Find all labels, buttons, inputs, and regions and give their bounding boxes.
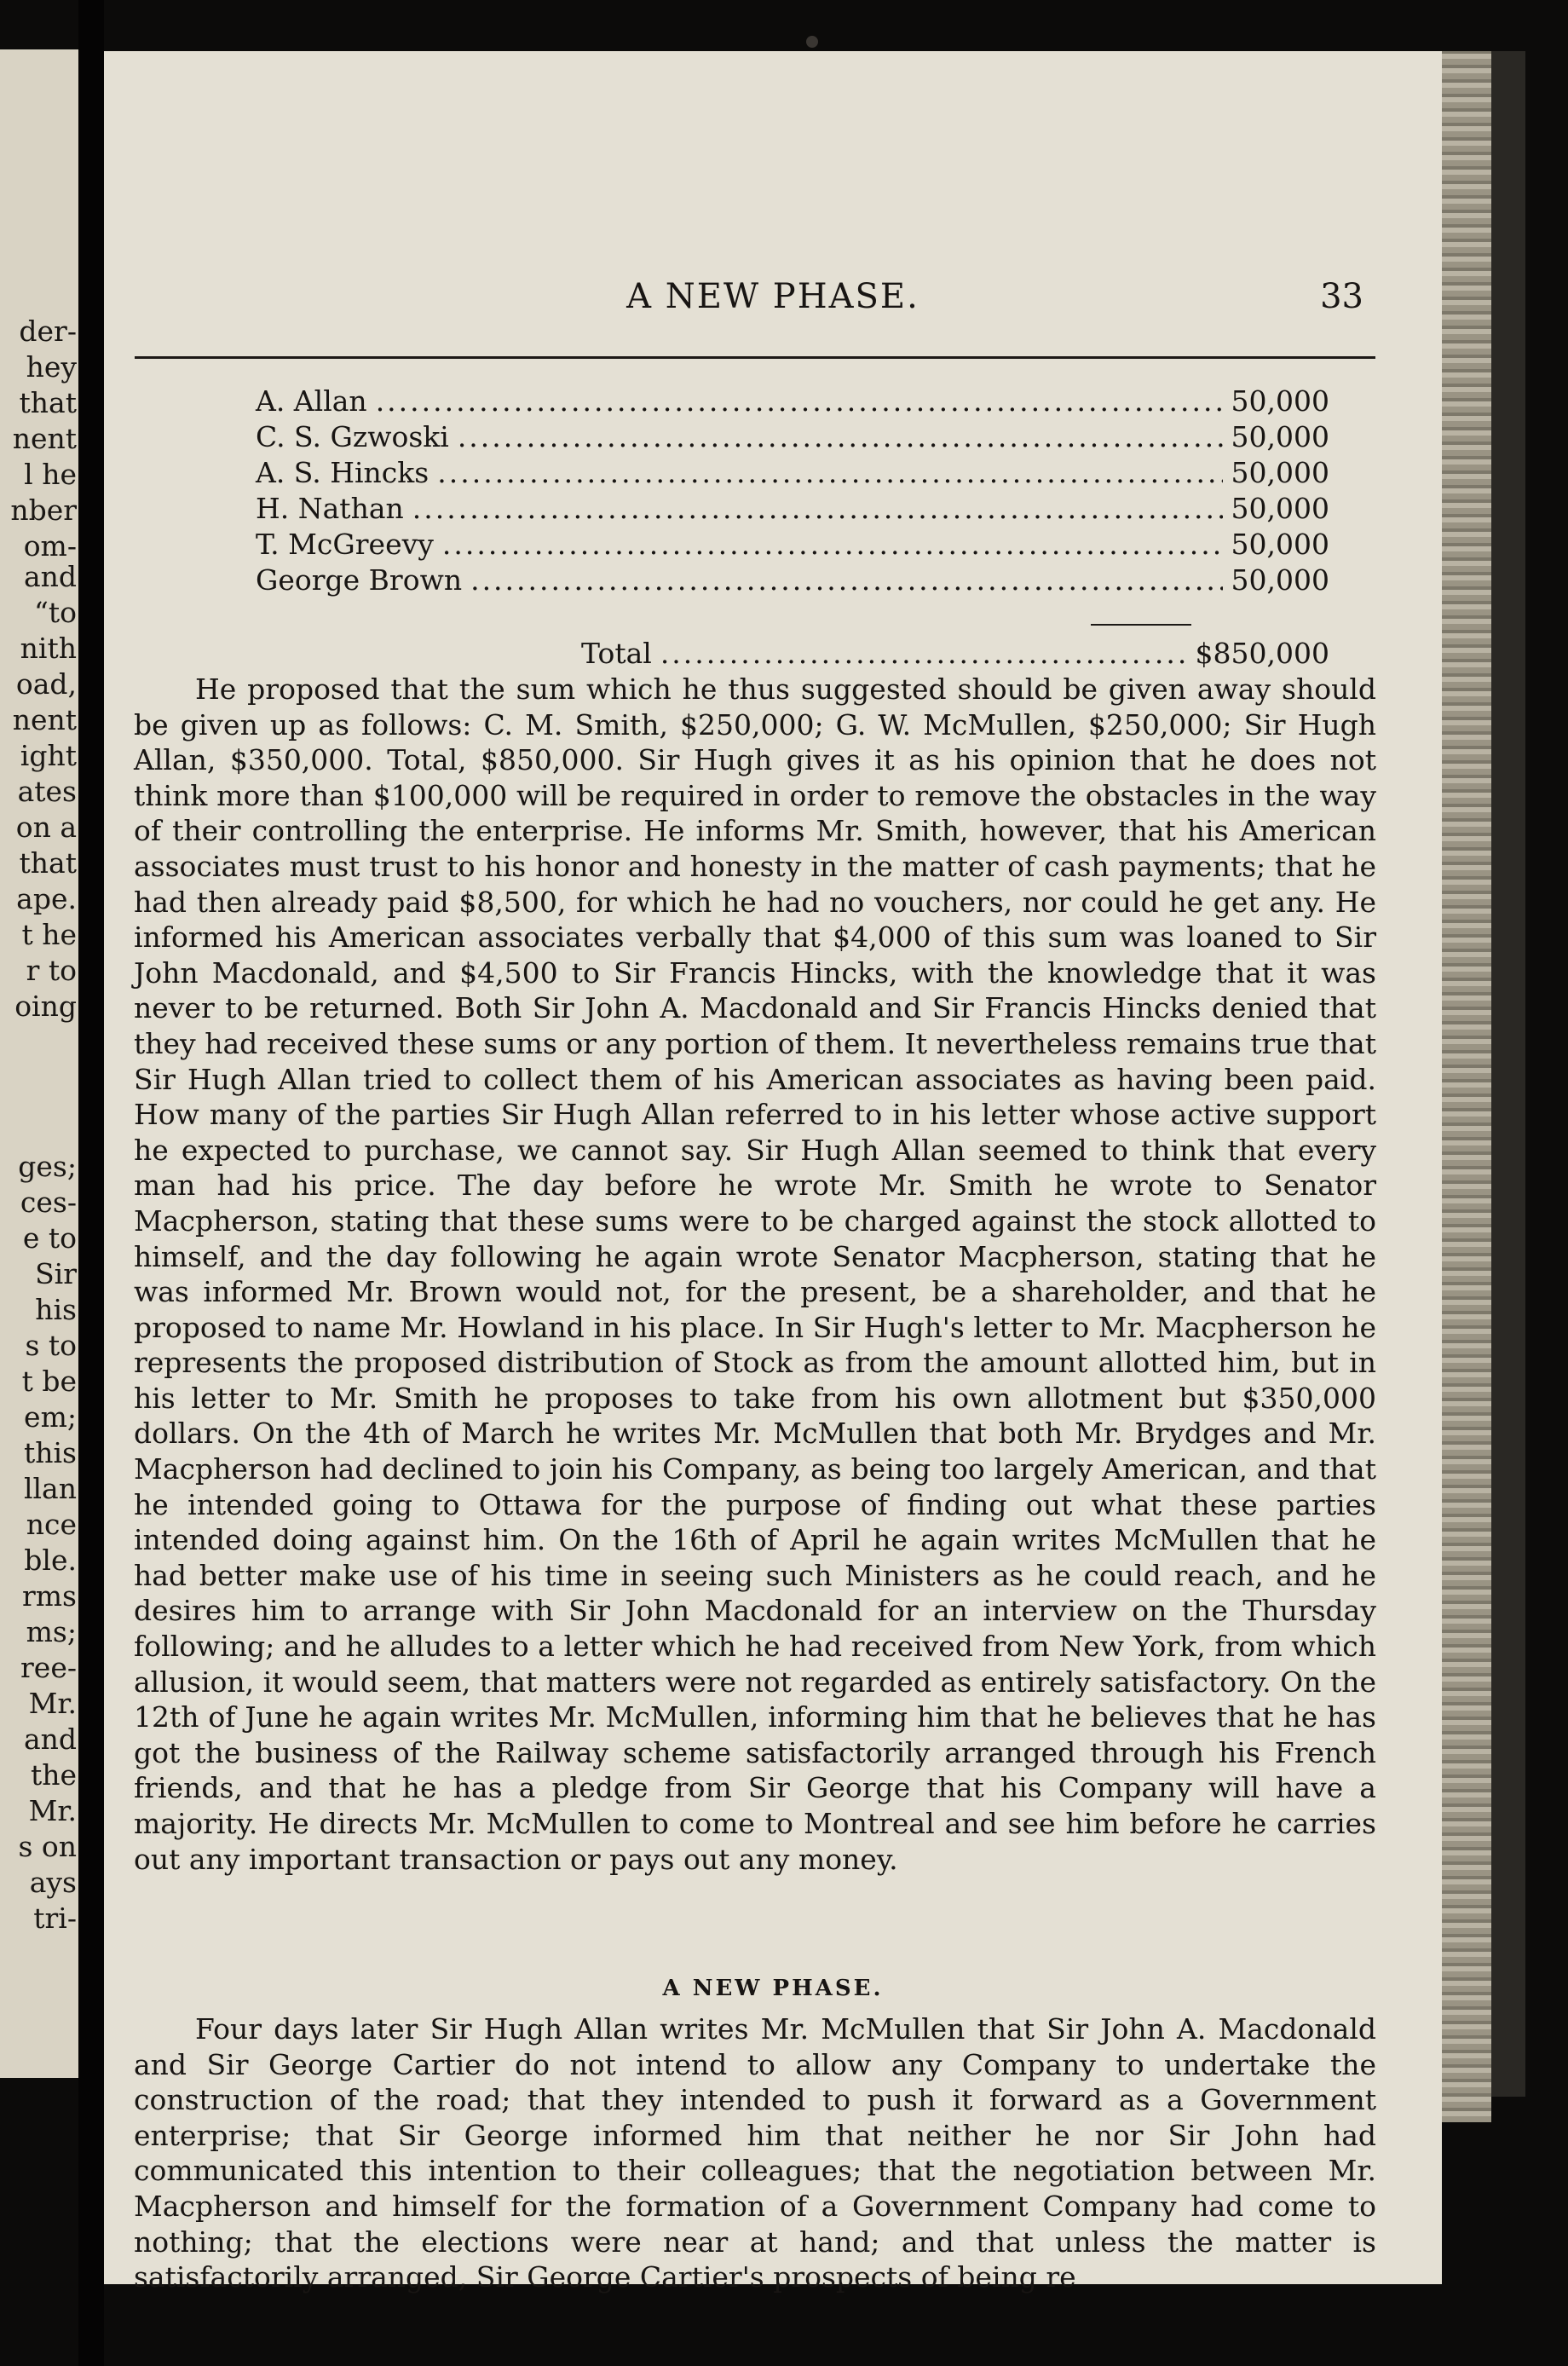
left-page-text-fragment: ges; <box>18 1150 77 1183</box>
left-page-text-fragment: nent <box>12 703 77 736</box>
header-rule <box>135 356 1375 359</box>
sum-rule <box>1091 624 1191 626</box>
total-amount: $850,000 <box>1195 637 1329 670</box>
left-page-text-fragment: this <box>23 1436 77 1469</box>
left-page-text-fragment: that <box>19 386 77 419</box>
body-paragraph: Four days later Sir Hugh Allan writes Mr. McMullen that Sir John A. Macdonald and Sir George Cartier do not intend to allow any Company to undertake the construction of the road; that they intended to push it forward as a Government enterprise; that Sir George informed him that neither he nor Sir John had communicated this intention to their colleagues; that the negotiation between Mr. Macpherson and himself for the formation of a Government Company had come to nothing; that the elections were near at hand; and that unless the matter is satisfactorily arranged, Sir George Cartier's prospects of being re <box>134 2012 1376 2294</box>
subscription-amount: 50,000 <box>1231 528 1329 561</box>
left-page-text-fragment: Sir <box>35 1257 77 1290</box>
leader-dots <box>470 563 1222 598</box>
left-page-text-fragment: and <box>23 1723 77 1756</box>
left-page-text-fragment: ree- <box>20 1651 77 1684</box>
subscription-amount: 50,000 <box>1231 492 1329 525</box>
left-page-text-fragment: nber <box>10 493 77 527</box>
ink-spot-mark <box>806 36 818 48</box>
worn-page-edge <box>1442 51 1491 2122</box>
page-stack-edge <box>1491 51 1525 2097</box>
subscription-row <box>256 491 1329 527</box>
left-page-text-fragment: s to <box>25 1329 77 1362</box>
subscription-amount: 50,000 <box>1231 563 1329 597</box>
left-page-text-fragment: r to <box>26 954 77 987</box>
leader-dots <box>442 527 1223 563</box>
left-page-text-fragment: t he <box>21 918 77 951</box>
subscription-amount: 50,000 <box>1231 384 1329 418</box>
leader-dots <box>660 636 1187 672</box>
left-page-text-fragment: on a <box>15 811 77 844</box>
leader-dots <box>437 455 1222 491</box>
left-page-text-fragment: rms <box>21 1579 77 1613</box>
total-label: Total <box>581 637 652 670</box>
left-page-text-fragment: ms; <box>26 1615 77 1648</box>
left-page-text-fragment: em; <box>24 1400 77 1434</box>
left-page-text-fragment: that <box>19 846 77 880</box>
left-page-text-fragment: llan <box>23 1472 77 1505</box>
section-heading: A NEW PHASE. <box>662 1976 884 2001</box>
left-page-text-fragment: om- <box>23 529 77 563</box>
left-page-text-fragment: oing <box>14 990 77 1023</box>
left-page-text-fragment: nith <box>20 632 77 665</box>
adjacent-page-fragment <box>0 49 78 2078</box>
left-page-text-fragment: ces- <box>20 1186 77 1219</box>
left-page-text-fragment: and <box>23 560 77 593</box>
left-page-text-fragment: “to <box>34 596 77 629</box>
subscriber-name: A. S. Hincks <box>256 456 429 489</box>
subscription-row <box>256 419 1329 455</box>
left-page-text-fragment: der- <box>19 315 77 348</box>
subscription-row <box>256 563 1329 598</box>
running-title: A NEW PHASE. <box>626 277 919 316</box>
subscription-row <box>256 455 1329 491</box>
subscription-amount: 50,000 <box>1231 456 1329 489</box>
subscriber-name: A. Allan <box>256 384 367 418</box>
subscriber-name: George Brown <box>256 563 463 597</box>
subscription-row <box>256 527 1329 563</box>
total-row <box>581 636 1329 672</box>
left-page-text-fragment: s on <box>18 1830 77 1863</box>
body-paragraph: He proposed that the sum which he thus suggested should be given away should be given up as follows: C. M. Smith, $250,000; G. W. McMullen, $250,000; Sir Hugh Allan, $350,000. Total, $850,000. Sir Hugh gives it as his opinion that he does not think more than $100,000 will be required in order to remove the obstacles in the way of their controlling the enterprise. He informs Mr. Smith, however, that his American associates must trust to his honor and honesty in the matter of cash payments; that he had then already paid $8,500, for which he had no vouchers, nor could he get any. He informed his American associates verbally that $4,000 of this sum was loaned to Sir John Macdonald, and $4,500 to Sir Francis Hincks, with the knowledge that it was never to be returned. Both Sir John A. Macdonald and Sir Francis Hincks denied that they had received these sums or any portion of them. It nevertheless remains true that Sir Hugh Allan tried to collect them of his American associates as having been paid. How many of the parties Sir Hugh Allan referred to in his letter whose active support he expected to purchase, we cannot say. Sir Hugh Allan seemed to think that every man had his price. The day before he wrote Mr. Smith he wrote to Senator Macpherson, stating that these sums were to be charged against the stock allotted to himself, and the day following he again wrote Senator Macpherson, stating that he was informed Mr. Brown would not, for the present, be a shareholder, and that he proposed to name Mr. Howland in his place. In Sir Hugh's letter to Mr. Macpherson he represents the proposed distribution of Stock as from the amount allotted him, but in his letter to Mr. Smith he proposes to take from his own allotment but $350,000 dollars. On the 4th of March he writes Mr. McMullen that both Mr. Brydges and Mr. Macpherson had declined to join his Company, as being too largely American, and that he intended going to Ottawa for the purpose of finding out what these parties intended doing against him. On the 16th of April he again writes McMullen that he had better make use of his time in seeing such Ministers as he could reach, and he desires him to arrange with Sir John Macdonald for an interview on the Thursday following; and he alludes to a letter which he had received from New York, from which allusion, it would seem, that matters were not regarded as entirely satisfactory. On the 12th of June he again writes Mr. McMullen, informing him that he believes that he has got the business of the Railway scheme satisfactorily arranged through his French friends, and that he has a pledge from Sir George that his Company will have a majority. He directs Mr. McMullen to come to Montreal and see him before he carries out any important transaction or pays out any money. <box>134 672 1376 1876</box>
leader-dots <box>412 491 1223 527</box>
left-page-text-fragment: nent <box>12 422 77 455</box>
left-page-text-fragment: ates <box>17 775 77 808</box>
leader-dots <box>458 419 1223 455</box>
left-page-text-fragment: hey <box>26 350 77 384</box>
left-page-text-fragment: his <box>35 1293 77 1326</box>
subscriber-name: C. S. Gzwoski <box>256 420 449 453</box>
left-page-text-fragment: ape. <box>16 882 77 915</box>
subscriber-name: H. Nathan <box>256 492 404 525</box>
book-page <box>104 51 1442 2294</box>
left-page-text-fragment: the <box>30 1758 77 1792</box>
binding-gutter <box>78 0 104 2366</box>
left-page-text-fragment: Mr. <box>28 1794 77 1827</box>
left-page-text-fragment: Mr. <box>28 1687 77 1720</box>
page-number: 33 <box>1320 277 1363 316</box>
left-page-text-fragment: l he <box>24 458 77 491</box>
left-page-text-fragment: ble. <box>24 1544 77 1577</box>
left-page-text-fragment: e to <box>22 1221 77 1255</box>
subscriber-name: T. McGreevy <box>256 528 434 561</box>
left-page-text-fragment: ight <box>20 739 77 772</box>
subscription-amount: 50,000 <box>1231 420 1329 453</box>
left-page-text-fragment: ays <box>29 1866 77 1899</box>
left-page-text-fragment: t be <box>21 1365 77 1398</box>
left-page-text-fragment: nce <box>26 1508 77 1541</box>
subscription-row <box>256 384 1329 419</box>
left-page-text-fragment: tri- <box>33 1901 77 1935</box>
left-page-text-fragment: oad, <box>15 667 77 701</box>
leader-dots <box>376 384 1223 419</box>
